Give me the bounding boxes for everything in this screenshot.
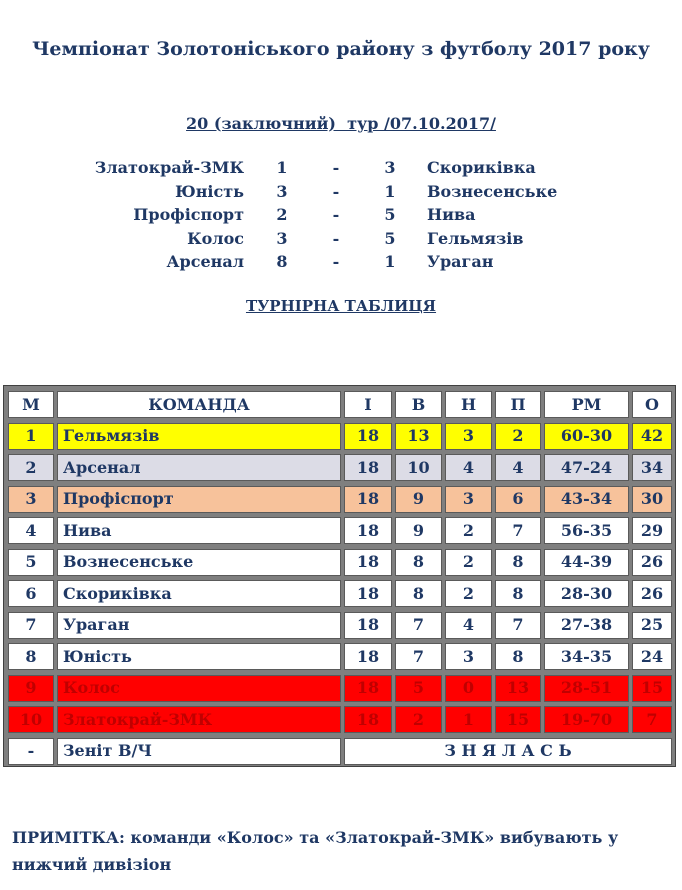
match-separator: -	[332, 181, 340, 201]
match-away-score: 1	[384, 252, 396, 271]
points-cell: 26	[632, 549, 672, 576]
points-cell: 34	[632, 454, 672, 481]
points-cell: 42	[632, 423, 672, 450]
drawn-cell: 4	[445, 454, 492, 481]
lost-cell: 4	[495, 454, 541, 481]
drawn-cell: 1	[445, 706, 492, 733]
team-cell: Скориківка	[57, 580, 341, 607]
match-home-team: Профіспорт	[133, 205, 244, 224]
match-away-team: Нива	[427, 205, 476, 224]
points-cell: 25	[632, 612, 672, 639]
match-home-score: 3	[276, 181, 288, 201]
won-cell: 2	[395, 706, 442, 733]
match-row	[0, 205, 682, 227]
match-home-team: Юність	[175, 181, 244, 201]
header-lost: П	[495, 391, 541, 418]
match-away-score: 5	[384, 205, 396, 224]
played-cell: 18	[344, 706, 392, 733]
points-cell: 7	[632, 706, 672, 733]
played-cell: 18	[344, 517, 392, 544]
won-cell: 13	[395, 423, 442, 450]
goals-cell: 28-30	[544, 580, 629, 607]
played-cell: 18	[344, 423, 392, 450]
match-separator: -	[332, 252, 340, 271]
position-cell: 8	[8, 643, 54, 670]
points-cell: 30	[632, 486, 672, 513]
lost-cell: 2	[495, 423, 541, 450]
match-home-score: 8	[276, 252, 288, 271]
position-cell: 5	[8, 549, 54, 576]
drawn-cell: 2	[445, 517, 492, 544]
team-cell: Юність	[57, 643, 341, 670]
won-cell: 8	[395, 549, 442, 576]
match-away-score: 5	[384, 228, 396, 248]
position-cell: 6	[8, 580, 54, 607]
footnote: ПРИМІТКА: команди «Колос» та «Златокрай-ЗМК» вибувають у нижчий дивізіон	[12, 828, 619, 874]
match-home-team: Арсенал	[166, 252, 244, 271]
match-separator: -	[332, 158, 340, 177]
withdrawn-status-cell: З Н Я Л А С Ь	[344, 738, 672, 765]
match-away-score: 3	[384, 158, 396, 177]
goals-cell: 47-24	[544, 454, 629, 481]
won-cell: 9	[395, 517, 442, 544]
match-row	[0, 229, 682, 251]
position-cell: 1	[8, 423, 54, 450]
drawn-cell: 3	[445, 643, 492, 670]
lost-cell: 8	[495, 643, 541, 670]
won-cell: 10	[395, 454, 442, 481]
position-cell: 9	[8, 675, 54, 702]
goals-cell: 56-35	[544, 517, 629, 544]
team-cell: Ураган	[57, 612, 341, 639]
played-cell: 18	[344, 454, 392, 481]
match-away-team: Скориківка	[427, 158, 536, 177]
goals-cell: 60-30	[544, 423, 629, 450]
match-home-team: Колос	[187, 228, 244, 248]
goals-cell: 44-39	[544, 549, 629, 576]
match-away-team: Гельмязів	[427, 228, 524, 248]
points-cell: 26	[632, 580, 672, 607]
lost-cell: 13	[495, 675, 541, 702]
points-cell: 15	[632, 675, 672, 702]
goals-cell: 27-38	[544, 612, 629, 639]
won-cell: 5	[395, 675, 442, 702]
match-separator: -	[332, 205, 340, 224]
match-away-score: 1	[384, 181, 396, 201]
match-away-team: Вознесенське	[427, 181, 558, 201]
drawn-cell: 3	[445, 423, 492, 450]
round-label: 20 (заключний) тур /07.10.2017/	[186, 114, 496, 133]
lost-cell: 7	[495, 517, 541, 544]
position-cell: 4	[8, 517, 54, 544]
lost-cell: 8	[495, 580, 541, 607]
header-points: О	[632, 391, 672, 418]
lost-cell: 7	[495, 612, 541, 639]
team-cell: Гельмязів	[57, 423, 341, 450]
drawn-cell: 3	[445, 486, 492, 513]
header-goals: РМ	[544, 391, 629, 418]
won-cell: 7	[395, 643, 442, 670]
position-cell: 3	[8, 486, 54, 513]
drawn-cell: 2	[445, 580, 492, 607]
position-cell: 10	[8, 706, 54, 733]
header-team: КОМАНДА	[57, 391, 341, 418]
played-cell: 18	[344, 549, 392, 576]
match-home-score: 1	[276, 158, 288, 177]
match-row	[0, 252, 682, 274]
match-home-score: 2	[276, 205, 288, 224]
drawn-cell: 4	[445, 612, 492, 639]
match-row	[0, 182, 682, 204]
played-cell: 18	[344, 486, 392, 513]
match-separator: -	[332, 228, 340, 248]
points-cell: 29	[632, 517, 672, 544]
goals-cell: 43-34	[544, 486, 629, 513]
won-cell: 8	[395, 580, 442, 607]
played-cell: 18	[344, 643, 392, 670]
team-cell: Нива	[57, 517, 341, 544]
won-cell: 7	[395, 612, 442, 639]
team-cell: Колос	[57, 675, 341, 702]
team-cell: Профіспорт	[57, 486, 341, 513]
header-drawn: Н	[445, 391, 492, 418]
position-cell: 2	[8, 454, 54, 481]
team-cell: Зеніт В/Ч	[57, 738, 341, 765]
lost-cell: 6	[495, 486, 541, 513]
played-cell: 18	[344, 580, 392, 607]
lost-cell: 15	[495, 706, 541, 733]
lost-cell: 8	[495, 549, 541, 576]
goals-cell: 28-51	[544, 675, 629, 702]
goals-cell: 19-70	[544, 706, 629, 733]
header-played: І	[344, 391, 392, 418]
drawn-cell: 2	[445, 549, 492, 576]
won-cell: 9	[395, 486, 442, 513]
position-cell: 7	[8, 612, 54, 639]
team-cell: Златокрай-ЗМК	[57, 706, 341, 733]
match-home-score: 3	[276, 228, 288, 248]
played-cell: 18	[344, 612, 392, 639]
team-cell: Арсенал	[57, 454, 341, 481]
page-title: Чемпіонат Золотоніського району з футболу 2017 року	[32, 38, 650, 60]
standings-table	[3, 385, 676, 767]
points-cell: 24	[632, 643, 672, 670]
team-cell: Вознесенське	[57, 549, 341, 576]
drawn-cell: 0	[445, 675, 492, 702]
standings-title: ТУРНІРНА ТАБЛИЦЯ	[245, 297, 437, 315]
match-away-team: Ураган	[427, 252, 494, 271]
header-position: М	[8, 391, 54, 418]
header-won: В	[395, 391, 442, 418]
played-cell: 18	[344, 675, 392, 702]
match-home-team: Златокрай-ЗМК	[94, 158, 244, 177]
position-cell: -	[8, 738, 54, 765]
goals-cell: 34-35	[544, 643, 629, 670]
match-row	[0, 158, 682, 180]
